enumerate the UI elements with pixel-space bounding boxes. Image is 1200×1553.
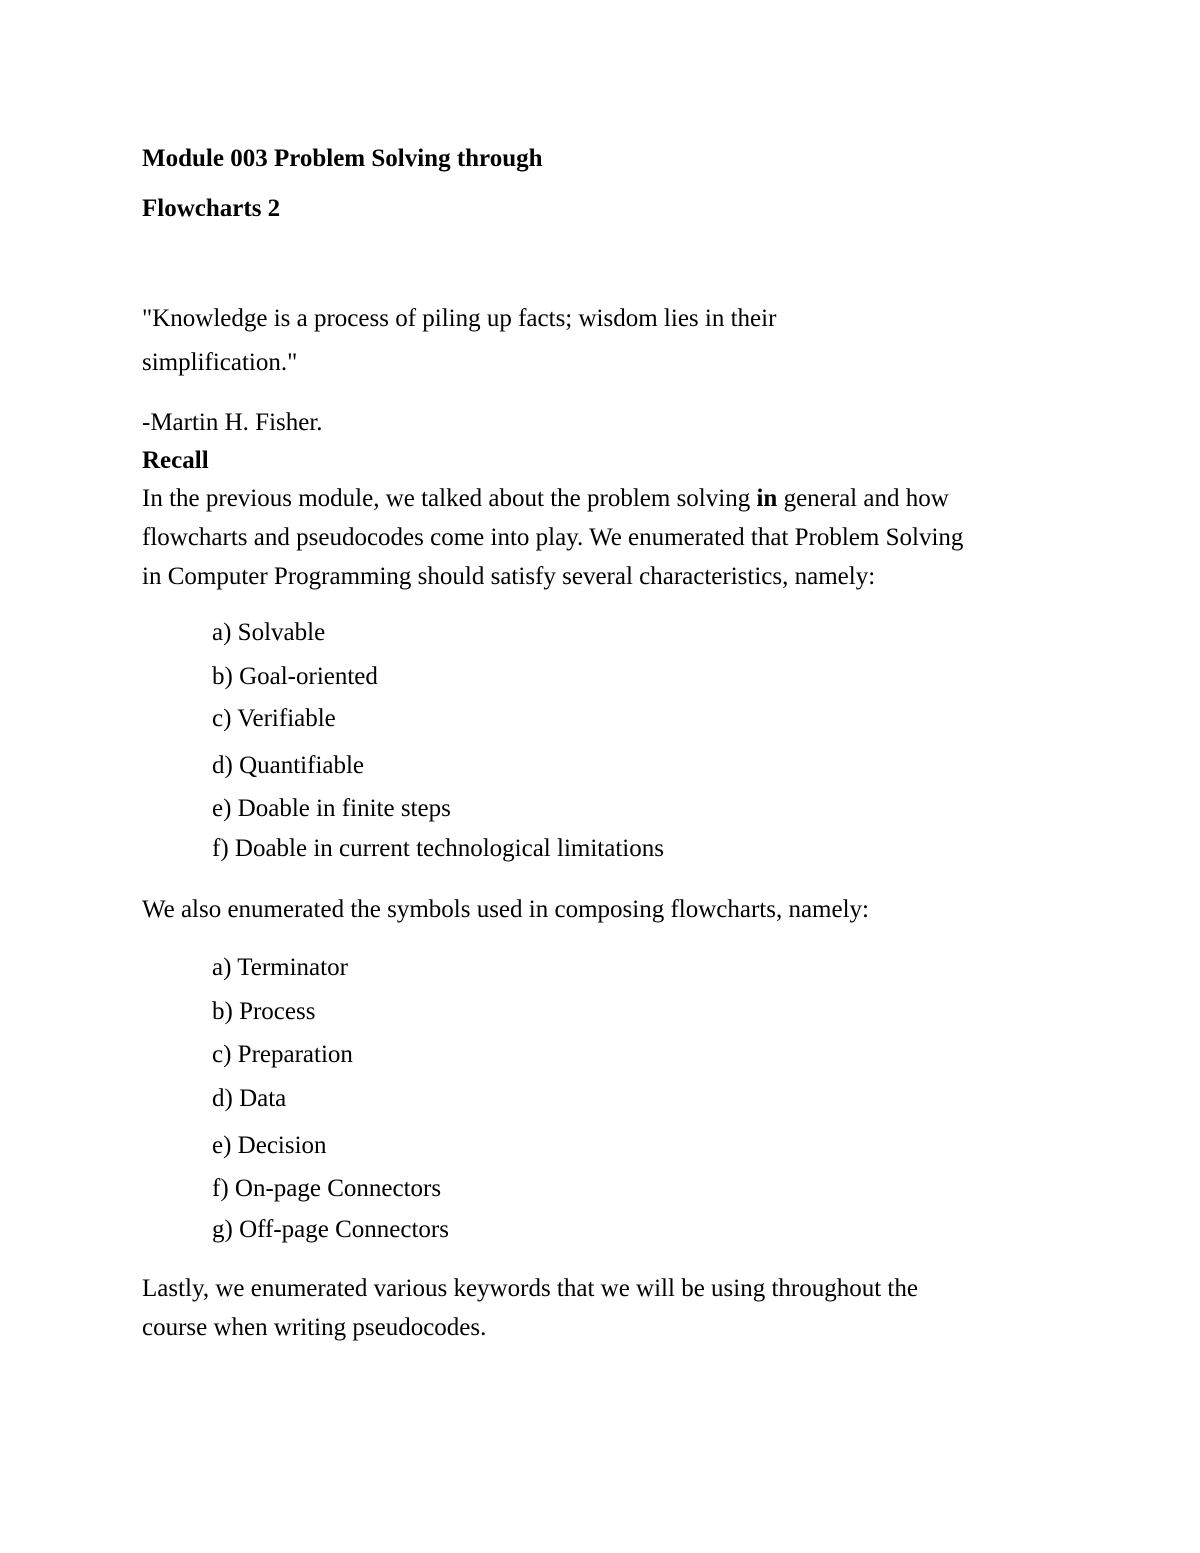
recall-text-post: general and how <box>777 485 949 512</box>
title-line-2: Flowcharts 2 <box>142 195 281 222</box>
closing-line-1: Lastly, we enumerated various keywords that we will be using throughout the <box>142 1275 918 1302</box>
list-item: f) Doable in current technological limitations <box>212 835 664 862</box>
list-item: b) Process <box>212 998 316 1025</box>
closing-line-2: course when writing pseudocodes. <box>142 1314 487 1341</box>
symbols-intro: We also enumerated the symbols used in composing flowcharts, namely: <box>142 896 869 923</box>
list-item: c) Preparation <box>212 1041 353 1068</box>
list-item: f) On-page Connectors <box>212 1175 442 1202</box>
list-item: a) Terminator <box>212 954 348 981</box>
list-item: d) Quantifiable <box>212 752 365 779</box>
quote-author: -Martin H. Fisher. <box>142 409 323 436</box>
list-item: a) Solvable <box>212 619 326 646</box>
recall-paragraph-line-3: in Computer Programming should satisfy several characteristics, namely: <box>142 563 876 590</box>
list-item: e) Decision <box>212 1132 327 1159</box>
recall-paragraph-line-2: flowcharts and pseudocodes come into play. We enumerated that Problem Solving <box>142 524 964 551</box>
recall-text-bold: in <box>756 485 778 512</box>
quote-line-2: simplification." <box>142 349 298 376</box>
list-item: d) Data <box>212 1085 287 1112</box>
list-item: g) Off-page Connectors <box>212 1216 449 1243</box>
list-item: e) Doable in finite steps <box>212 795 451 822</box>
list-item: b) Goal-oriented <box>212 663 378 690</box>
quote-line-1: "Knowledge is a process of piling up facts; wisdom lies in their <box>142 305 777 332</box>
recall-heading: Recall <box>142 447 209 474</box>
title-line-1: Module 003 Problem Solving through <box>142 145 543 172</box>
list-item: c) Verifiable <box>212 705 336 732</box>
recall-text-pre: In the previous module, we talked about the problem solving <box>142 485 757 512</box>
recall-paragraph-line-1 <box>142 484 949 514</box>
